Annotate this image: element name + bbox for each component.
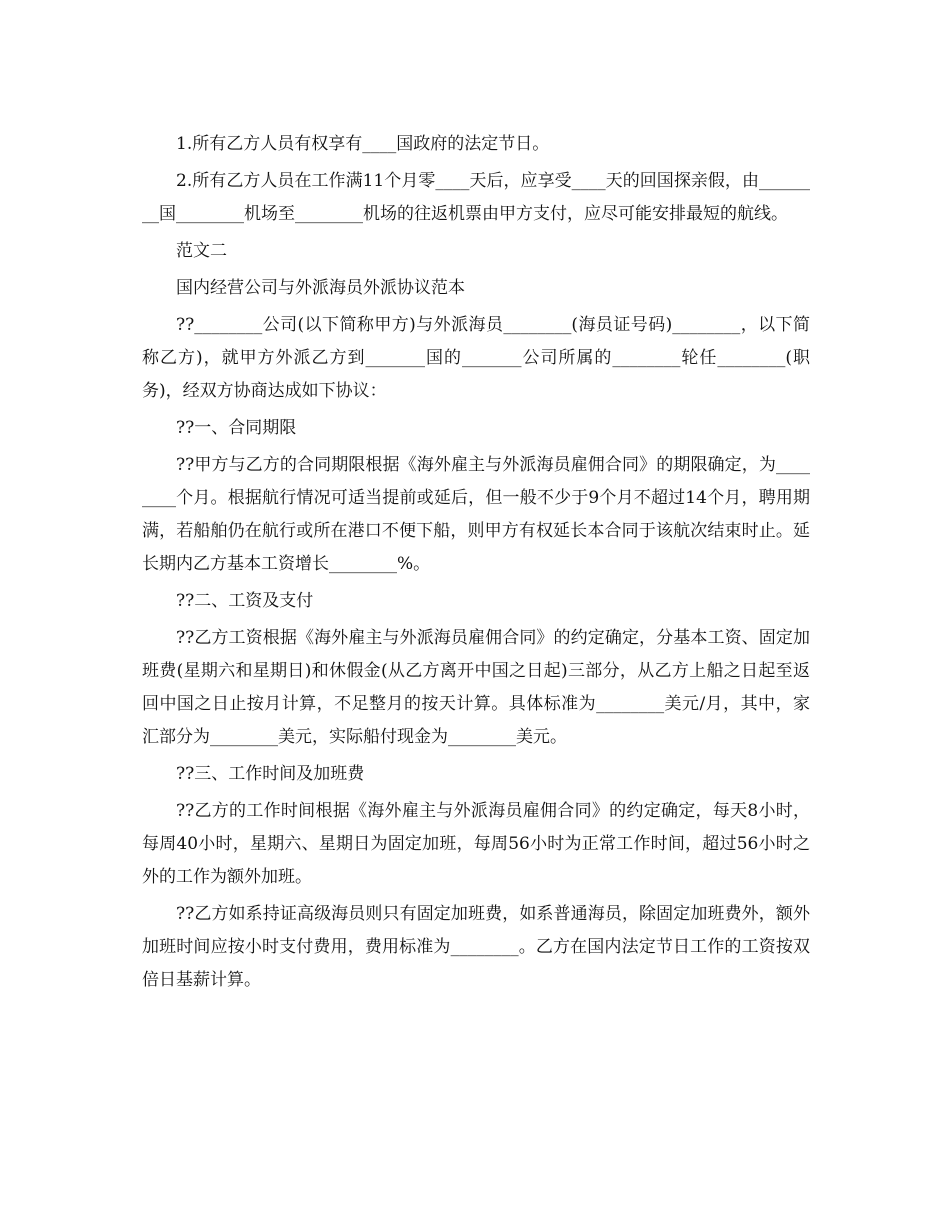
contract-term-paragraph: ??甲方与乙方的合同期限根据《海外雇主与外派海员雇佣合同》的期限确定，为________个月。根据航行情况可适当提前或延后，但一般不少于9个月不超过14个月，聘用期满，若船舶仍在航行或所在港口不便下船，则甲方有权延长本合同于该航次结束时止。延长期内乙方基本工资增长________%。 xyxy=(142,455,810,574)
clause-home-leave: 2.所有乙方人员在工作满11个月零____天后，应享受____天的回国探亲假，由________国________机场至________机场的往返机票由甲方支付，应尽可能安排最短的航线。 xyxy=(142,171,810,224)
document-body xyxy=(142,128,810,1001)
section-heading-wages: ??二、工资及支付 xyxy=(176,591,314,611)
section-heading-contract-term: ??一、合同期限 xyxy=(176,418,297,438)
document-title: 国内经营公司与外派海员外派协议范本 xyxy=(176,278,465,298)
section-heading-working-hours: ??三、工作时间及加班费 xyxy=(176,764,365,784)
clause-holidays: 1.所有乙方人员有权享有____国政府的法定节日。 xyxy=(176,134,550,154)
sample-heading: 范文二 xyxy=(176,241,227,261)
working-hours-paragraph: ??乙方的工作时间根据《海外雇主与外派海员雇佣合同》的约定确定，每天8小时，每周40小时，星期六、星期日为固定加班，每周56小时为正常工作时间，超过56小时之外的工作为额外加班。 xyxy=(142,801,810,887)
wages-paragraph: ??乙方工资根据《海外雇主与外派海员雇佣合同》的约定确定，分基本工资、固定加班费(星期六和星期日)和休假金(从乙方离开中国之日起)三部分，从乙方上船之日起至返回中国之日止按月计算，不足整月的按天计算。具体标准为________美元/月，其中，家汇部分为________美元，实际船付现金为________美元。 xyxy=(142,628,810,747)
overtime-paragraph: ??乙方如系持证高级海员则只有固定加班费，如系普通海员，除固定加班费外，额外加班时间应按小时支付费用，费用标准为________。乙方在国内法定节日工作的工资按双倍日基薪计算。 xyxy=(142,904,810,990)
agreement-preamble: ??________公司(以下简称甲方)与外派海员________(海员证号码)________，以下简称乙方)，就甲方外派乙方到_______国的_______公司所属的________轮任________(职务)，经双方协商达成如下协议： xyxy=(142,315,810,401)
